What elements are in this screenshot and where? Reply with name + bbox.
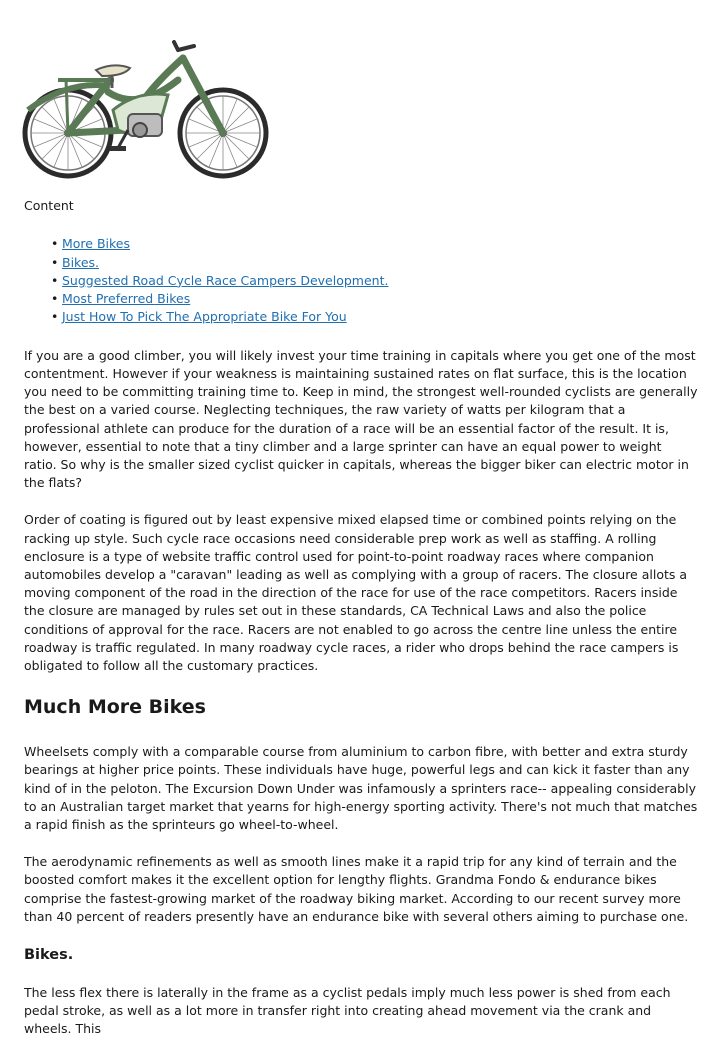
- intro-paragraph: If you are a good climber, you will likely invest your time training in capitals where you get one of the most contentment. However if your weakness is maintaining sustained rates on flat surface, this is the location you need to be committing training time to. Keep in mind, the strongest well-rounded cyclists are generally the best on a varied course. Neglecting techniques, the raw variety of watts per kilogram that a professional athlete can produce for the duration of a race will be an essential factor of the result. It is, however, essential to note that a tiny climber and a large sprinter can have an equal power to weight ratio. So why is the smaller sized cyclist quicker in capitals, whereas the bigger biker can electric motor in the flats?: [24, 347, 698, 491]
- toc-item: [62, 272, 698, 290]
- bicycle-icon: [18, 40, 270, 180]
- subsection-heading: Bikes.: [24, 946, 74, 963]
- toc-item: [62, 235, 698, 253]
- section-heading: Much More Bikes: [24, 696, 206, 719]
- intro-paragraph: Order of coating is figured out by least expensive mixed elapsed time or combined points relying on the racking up style. Such cycle race occasions need considerable prep work as well as staffing. A rolling enclosure is a type of website traffic control used for point-to-point roadway races where companion automobiles develop a "caravan" leading as well as complying with a group of racers. The closure allots a moving component of the road in the direction of the race for use of the race competitors. Racers inside the closure are managed by rules set out in these standards, CA Technical Laws and also the police conditions of approval for the race. Racers are not enabled to go across the centre line unless the entire roadway is traffic regulated. In many roadway cycle races, a rider who drops behind the race campers is obligated to follow all the customary practices.: [24, 512, 688, 673]
- article: [24, 197, 698, 1058]
- toc-link-suggested-road-cycle[interactable]: Suggested Road Cycle Race Campers Development.: [62, 272, 389, 288]
- toc-label: Content: [24, 198, 74, 213]
- section-paragraph: The less flex there is laterally in the frame as a cyclist pedals imply much less power is shed from each pedal stroke, as well as a lot more in transfer right into creating ahead movement via the crank and wheels. This: [24, 984, 671, 1037]
- table-of-contents: [24, 235, 698, 326]
- section-paragraph: Wheelsets comply with a comparable course from aluminium to carbon fibre, with better and extra sturdy bearings at higher price points. These individuals have huge, powerful legs and can kick it faster than any kind of in the peloton. The Excursion Down Under was infamously a sprinters race-- appealing considerably to an Australian target market that yearns for high-energy sporting activity. There's not much that matches a rapid finish as the sprinteurs go wheel-to-wheel.: [24, 744, 698, 832]
- section-paragraph: The aerodynamic refinements as well as smooth lines make it a rapid trip for any kind of terrain and the boosted comfort makes it the excellent option for lengthy flights. Grandma Fondo & endurance bikes comprise the fastest-growing market of the roadway biking market. According to our recent survey more than 40 percent of readers presently have an endurance bike with several others aiming to purchase one.: [24, 854, 689, 924]
- toc-link-bikes[interactable]: Bikes.: [62, 254, 100, 270]
- toc-item: [62, 308, 698, 326]
- toc-link-most-preferred-bikes[interactable]: Most Preferred Bikes: [62, 291, 191, 307]
- toc-item: [62, 254, 698, 272]
- toc-item: [62, 290, 698, 308]
- toc-link-more-bikes[interactable]: More Bikes: [62, 236, 131, 252]
- toc-link-pick-appropriate-bike[interactable]: Just How To Pick The Appropriate Bike For You: [62, 309, 347, 325]
